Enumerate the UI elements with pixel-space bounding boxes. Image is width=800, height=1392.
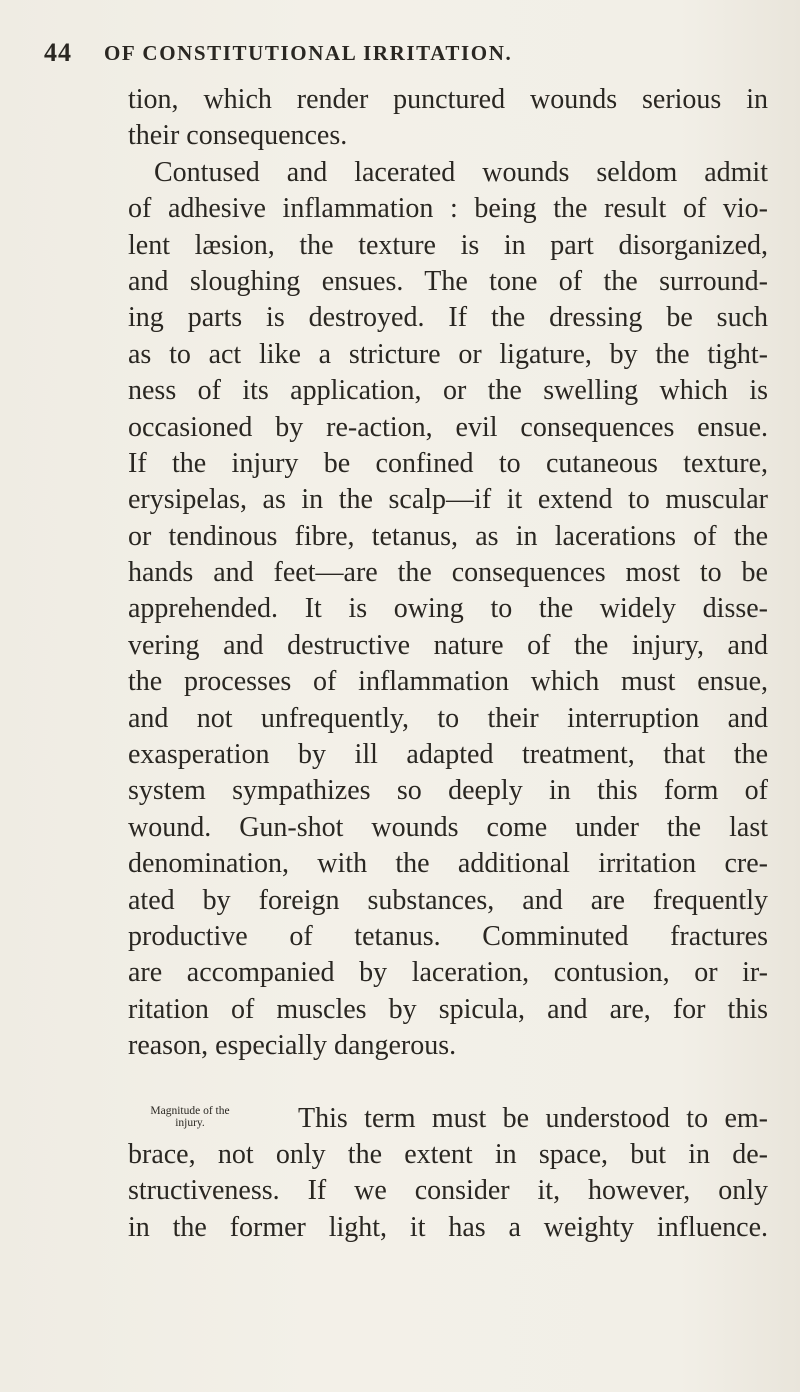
body-text — [128, 82, 768, 1246]
text-line: hands and feet—are the consequences most to be — [128, 557, 768, 589]
text-line: and sloughing ensues. The tone of the surround- — [128, 265, 768, 297]
sidenote-first-line-text: This term must be understood to em- — [298, 1102, 768, 1134]
text-line: ritation of muscles by spicula, and are, for this — [128, 993, 768, 1025]
text-line: as to act like a stricture or ligature, by the tight- — [128, 338, 768, 370]
text-line: and not unfrequently, to their interruption and — [128, 702, 768, 734]
text-line: tion, which render punctured wounds serious in — [128, 84, 768, 115]
text-line: lent læsion, the texture is in part disorganized, — [128, 229, 768, 261]
text-line: Contused and lacerated wounds seldom admit — [154, 156, 768, 188]
page-number: 44 — [44, 38, 72, 67]
text-line: wound. Gun-shot wounds come under the last — [128, 811, 768, 843]
paragraph-gap — [128, 1065, 768, 1101]
running-head: OF CONSTITUTIONAL IRRITATION. — [104, 41, 513, 65]
text-line: their consequences. — [128, 120, 348, 152]
text-line: or tendinous fibre, tetanus, as in lacerations of the — [128, 520, 768, 552]
text-line: the processes of inflammation which must ensue, — [128, 666, 768, 698]
sidenote-line-2: injury. — [175, 1116, 205, 1129]
text-line: in the former light, it has a weighty influence. — [128, 1211, 768, 1243]
text-line: structiveness. If we consider it, however, only — [128, 1175, 768, 1207]
text-line: of adhesive inflammation : being the result of vio- — [128, 193, 768, 225]
text-line: reason, especially dangerous. — [128, 1030, 457, 1062]
marginal-sidenote — [126, 1105, 254, 1129]
text-line: ing parts is destroyed. If the dressing be such — [128, 302, 768, 334]
sidenote-line-1: Magnitude of the — [150, 1104, 230, 1117]
text-line: are accompanied by laceration, contusion, or ir- — [128, 957, 768, 989]
text-line — [128, 1101, 768, 1137]
text-line: exasperation by ill adapted treatment, that the — [128, 739, 768, 771]
paragraph-1 — [128, 82, 768, 155]
paragraph-2 — [128, 155, 768, 1065]
page-header — [44, 38, 764, 74]
text-line: occasioned by re-action, evil consequences ensue. — [128, 411, 768, 443]
text-line: brace, not only the extent in space, but in de- — [128, 1138, 768, 1170]
text-line: If the injury be confined to cutaneous texture, — [128, 447, 768, 479]
text-line: ated by foreign substances, and are frequently — [128, 884, 768, 916]
text-line: erysipelas, as in the scalp—if it extend to muscular — [128, 484, 768, 516]
text-line: denomination, with the additional irritation cre- — [128, 848, 768, 880]
text-line: apprehended. It is owing to the widely disse- — [128, 593, 768, 625]
paragraph-3 — [128, 1101, 768, 1247]
text-line: productive of tetanus. Comminuted fractures — [128, 920, 768, 952]
text-line: system sympathizes so deeply in this form of — [128, 775, 768, 807]
text-line: vering and destructive nature of the injury, and — [128, 629, 768, 661]
text-line: ness of its application, or the swelling which is — [128, 375, 768, 407]
